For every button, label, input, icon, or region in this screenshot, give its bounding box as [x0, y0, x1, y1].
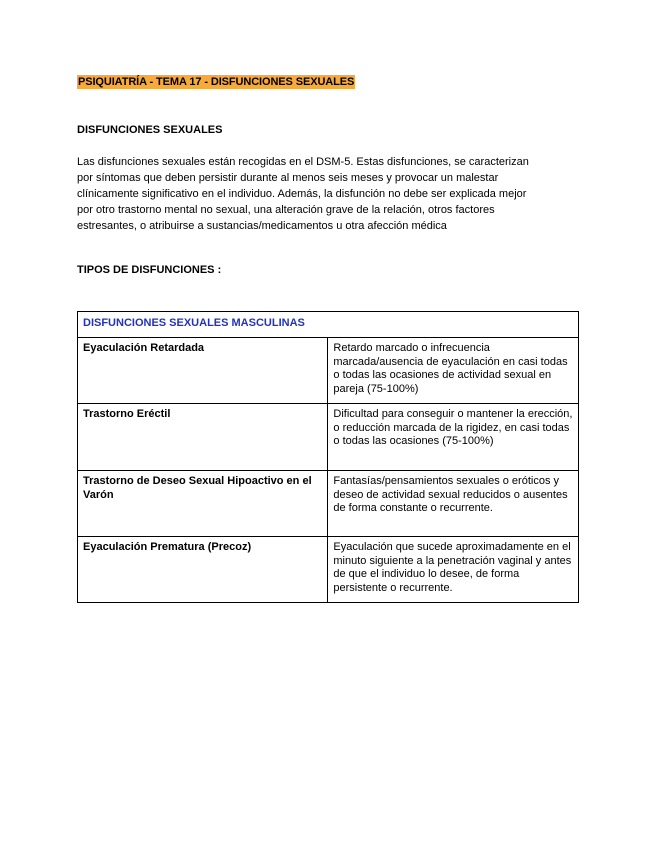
- disorder-description: Retardo marcado o infrecuencia marcada/ausencia de eyaculación en casi todas o todas las ocasiones de actividad sexual en pareja (75-100%): [328, 338, 579, 404]
- intro-paragraph: [77, 154, 577, 234]
- table-row: [78, 338, 579, 404]
- disorder-name: Trastorno de Deseo Sexual Hipoactivo en el Varón: [78, 471, 328, 537]
- table-row: [78, 471, 579, 537]
- page-header: [77, 76, 355, 88]
- disorder-name: Eyaculación Retardada: [78, 338, 328, 404]
- disorder-name: Eyaculación Prematura (Precoz): [78, 537, 328, 603]
- table-row: [78, 537, 579, 603]
- disorders-table: [77, 311, 579, 603]
- disorder-description: Dificultad para conseguir o mantener la erección, o reducción marcada de la rigidez, en casi todas o todas las ocasiones (75-100%): [328, 404, 579, 471]
- table-header: DISFUNCIONES SEXUALES MASCULINAS: [78, 312, 579, 338]
- disorder-description: Fantasías/pensamientos sexuales o eróticos y deseo de actividad sexual reducidos o ausentes de forma constante o recurrente.: [328, 471, 579, 537]
- intro-line: Las disfunciones sexuales están recogidas en el DSM-5. Estas disfunciones, se caracterizan: [77, 156, 529, 168]
- intro-line: por otro trastorno mental no sexual, una alteración grave de la relación, otros factores: [77, 204, 495, 216]
- table-row: [78, 404, 579, 471]
- disorder-description: Eyaculación que sucede aproximadamente en el minuto siguiente a la penetración vaginal y antes de que el individuo lo desee, de forma persistente o recurrente.: [328, 537, 579, 603]
- disorder-name: Trastorno Eréctil: [78, 404, 328, 471]
- page-header-label: PSIQUIATRÍA - TEMA 17 - DISFUNCIONES SEXUALES: [78, 76, 355, 88]
- types-title: TIPOS DE DISFUNCIONES :: [77, 264, 222, 276]
- intro-line: clínicamente significativo en el individuo. Además, la disfunción no debe ser explicada mejor: [77, 188, 527, 200]
- intro-line: por síntomas que deben persistir durante al menos seis meses y provocar un malestar: [77, 172, 499, 184]
- intro-line: estresantes, o atribuirse a sustancias/medicamentos u otra afección médica: [77, 220, 447, 232]
- section-title: DISFUNCIONES SEXUALES: [77, 124, 223, 136]
- table-header-row: [78, 312, 579, 338]
